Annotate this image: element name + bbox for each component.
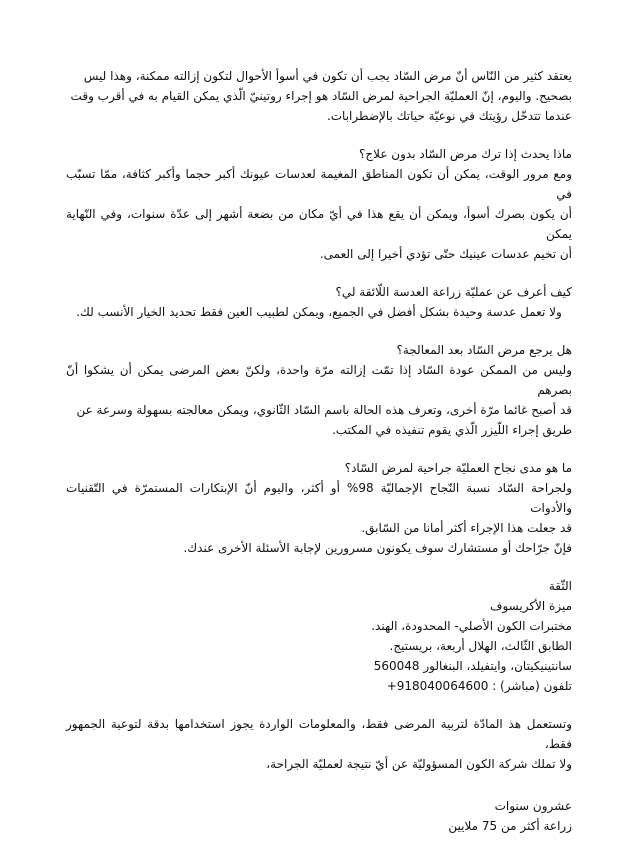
section-line: طريق إجراء اللّيزر الّذي يقوم تنفيذه في المكتب. xyxy=(331,423,572,437)
section-line: ولجراحة السّاد نسبة النّجاح الإجماليّة 98% أو أكثر، واليوم أنّ الإبتكارات المستمرّة في التّقنيات والأدوات xyxy=(66,481,572,515)
intro-paragraph xyxy=(66,66,572,126)
contact-line: سانتينيكيتان، وايتفيلد، البنغالور 560048 xyxy=(373,659,572,673)
contact-line: ميزة الأكريسوف xyxy=(490,599,572,613)
footer-line: زراعة أكثر من 75 ملايين xyxy=(448,819,572,833)
section-question: هل يرجع مرض السّاد بعد المعالجة؟ xyxy=(396,343,572,357)
contact-block xyxy=(66,576,572,696)
contact-phone: تلفون (مباشر) : 918040064600+ xyxy=(386,679,572,693)
contact-line: مختبرات الكون الأصلي- المحدودة، الهند. xyxy=(371,619,572,633)
section-line: ومع مرور الوقت، يمكن أن تكون المناطق المغيمة لعدسات عيونك أكبر حجما وأكبر كثافة، ممّا تسبّب في xyxy=(66,167,572,201)
section-line: فإنّ جرّاحك أو مستشارك سوف يكونون مسرورين لإجابة الأسئلة الأخرى عندك. xyxy=(183,541,572,555)
intro-line: عندما تتدخّل رؤيتك في نوعيّة حياتك بالإضطرابات. xyxy=(326,109,572,123)
section-line: أن يكون بصرك أسوأ، ويمكن أن يقع هذا في أيّ مكان من بضعة أشهر إلى عدّة سنوات، وفي النّهاية يمكن xyxy=(66,207,572,241)
contact-line: الطابق الثّالث، الهلال أربعة، بريستيج. xyxy=(389,639,572,653)
disclaimer-paragraph xyxy=(66,714,572,774)
intro-line: يعتقد كثير من النّاس أنّ مرض السّاد يجب أن تكون في أسوأ الأحوال لتكون إزالته ممكنة، وهذا ليس xyxy=(83,69,572,83)
section-line: قد جعلت هذا الإجراء أكثر أمانا من السّابق. xyxy=(361,521,572,535)
section-cataract-return xyxy=(66,340,572,440)
contact-heading: الثّقة xyxy=(548,579,572,593)
disclaimer-line: وتستعمل هذ المادّة لتربية المرضى فقط، والمعلومات الواردة يجوز استخدامها بدقة لتوعية الجمهور فقط، xyxy=(66,717,572,751)
section-line: وليس من الممكن عودة السّاد إذا تمّت إزالته مرّة واحدة، ولكنّ بعض المرضى يمكن أن يشكوا أنّ بصرهم xyxy=(66,363,572,397)
footer-block xyxy=(66,796,572,836)
section-success-rate xyxy=(66,458,572,558)
section-question: ماذا يحدث إذا ترك مرض السّاد بدون علاج؟ xyxy=(359,147,572,161)
section-question: ما هو مدى نجاح العمليّة جراحية لمرض السّاد؟ xyxy=(344,461,572,475)
section-question: كيف أعرف عن عمليّة زراعة العدسة اللّائقة لي؟ xyxy=(335,285,572,299)
section-line: ولا تعمل عدسة وحيدة بشكل أفضل في الجميع، ويمكن لطبيب العين فقط تحديد الخيار الأنسب لك. xyxy=(76,305,562,319)
section-untreated-cataract xyxy=(66,144,572,264)
document-page xyxy=(66,66,572,854)
disclaimer-line: ولا تملك شركة الكون المسؤوليّة عن أيّ نتيجة لعمليّة الجراحة، xyxy=(266,757,572,771)
section-line: قد أصبح غائما مرّة أخرى، وتعرف هذه الحالة باسم السّاد الثّانوي، ويمكن معالجته بسهولة وسرعة عن xyxy=(76,403,572,417)
section-lens-choice xyxy=(66,282,572,322)
section-line: أن تخيم عدسات عينيك حتّى تؤدي أخيرا إلى العمى. xyxy=(319,247,572,261)
intro-line: بصحيح. واليوم، إنّ العمليّة الجراحية لمرض السّاد هو إجراء روتينيّ الّذي يمكن القيام به في أقرب وقت xyxy=(70,89,572,103)
footer-line: عشرون سنوات xyxy=(494,799,572,813)
